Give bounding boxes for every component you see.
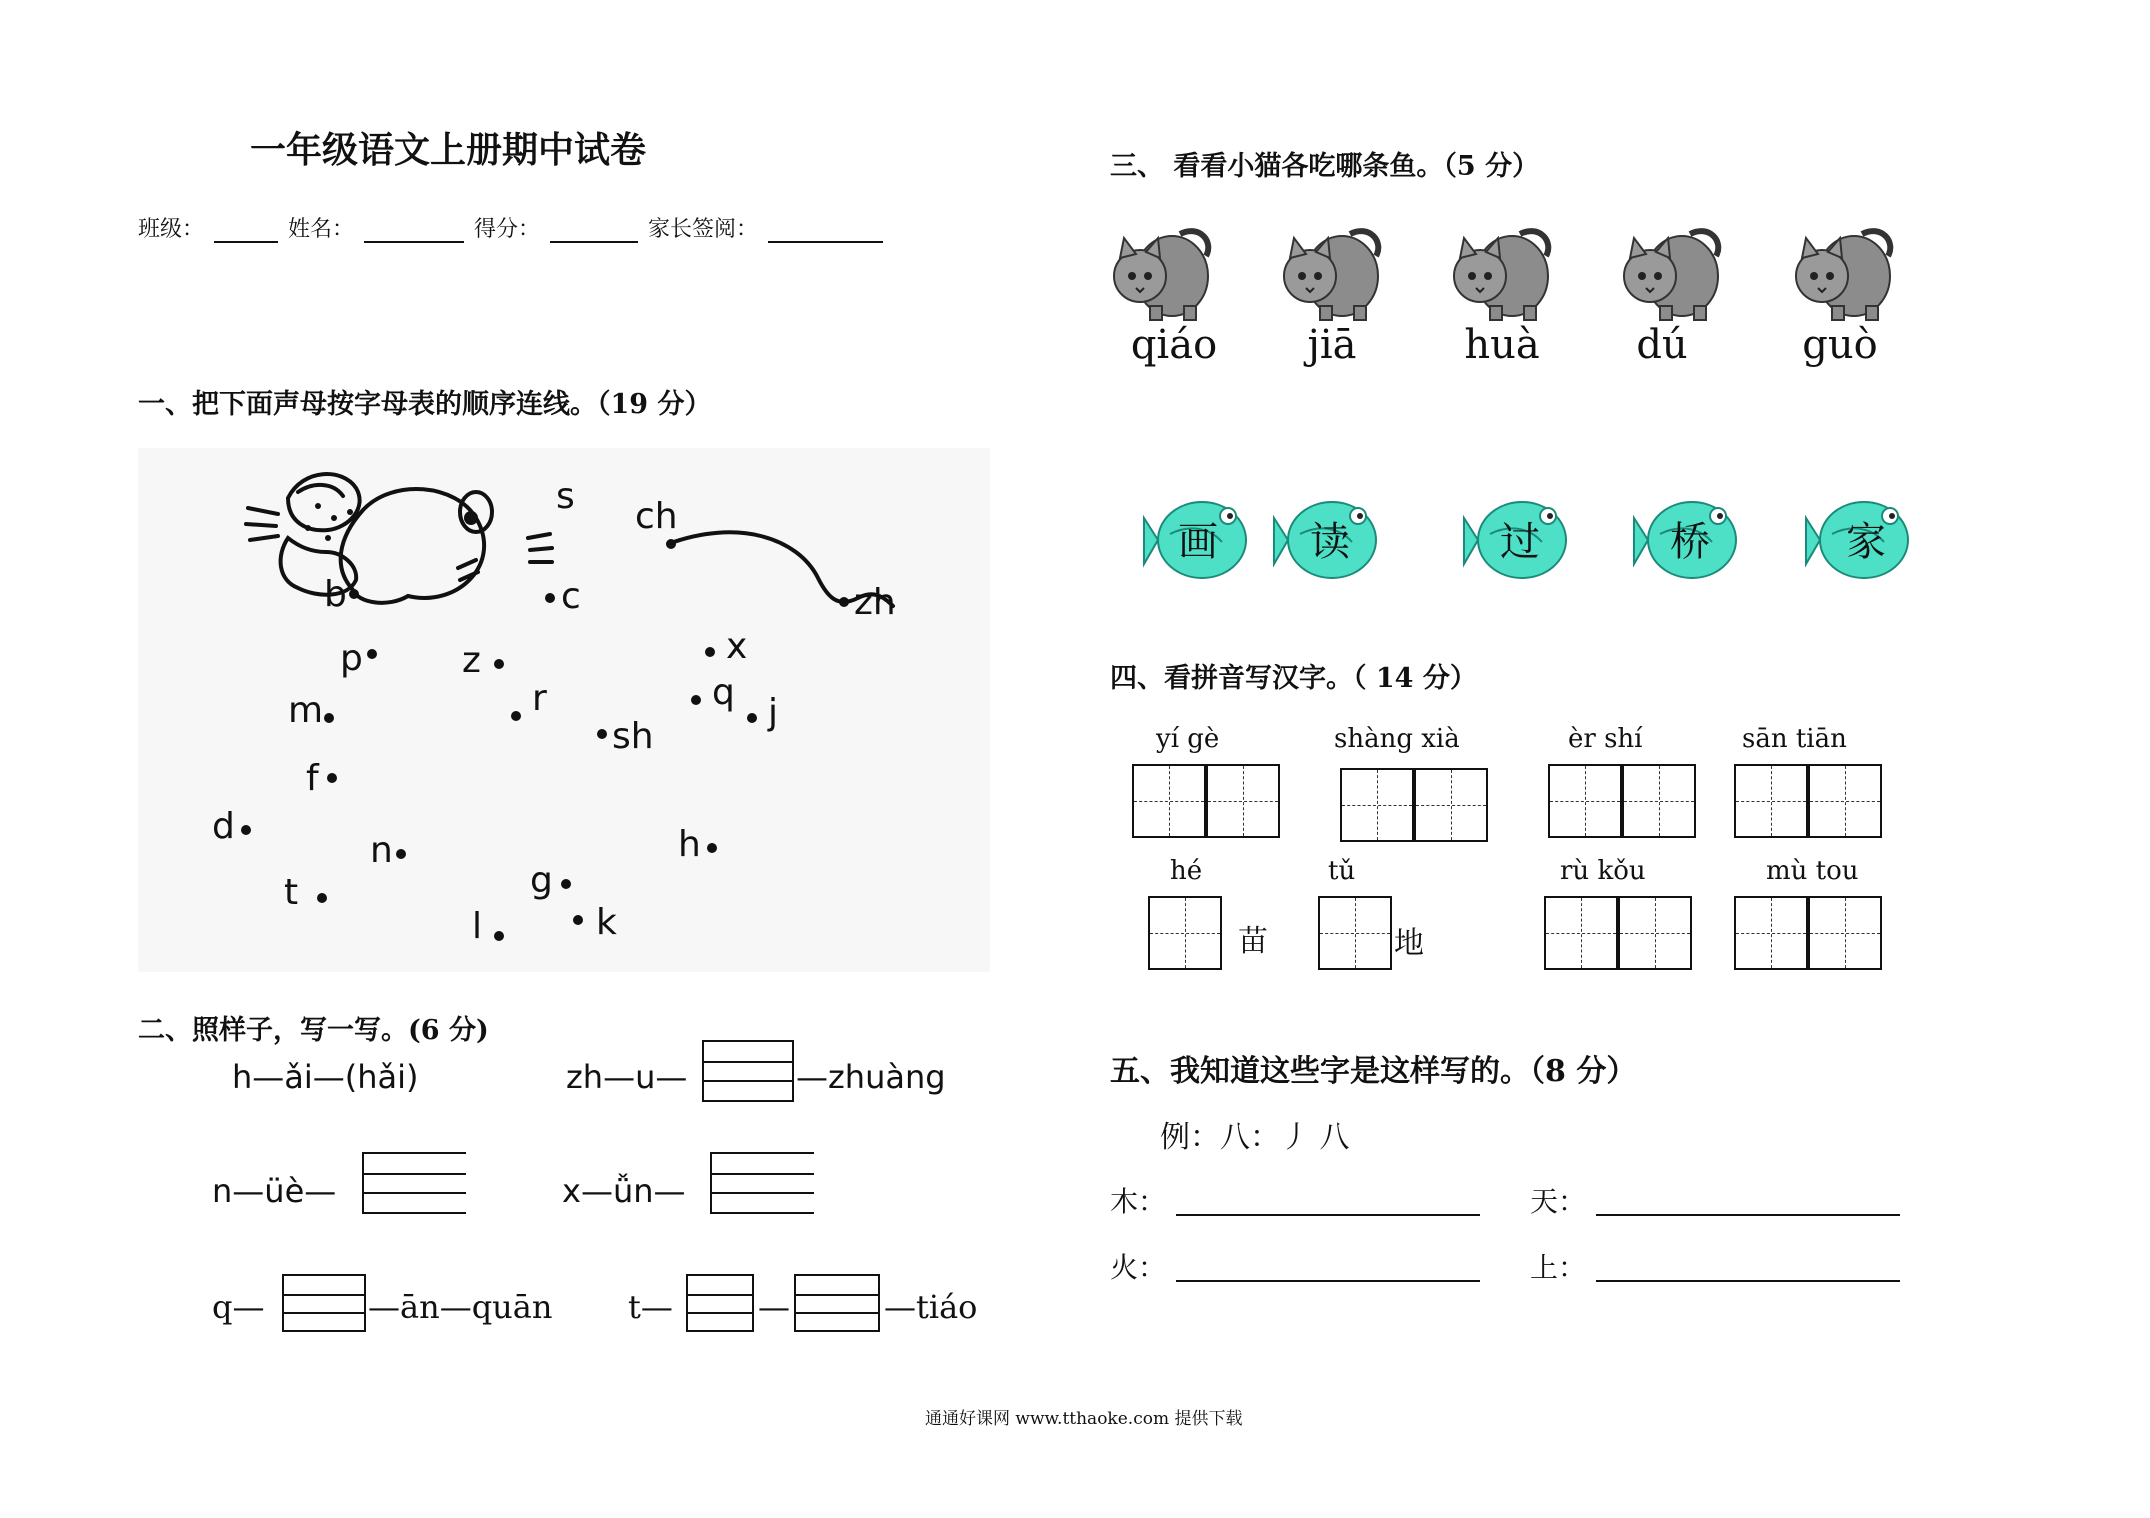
dot-to-dot-picture (138, 448, 990, 972)
character-grid[interactable] (1148, 896, 1222, 970)
stroke-example: 例：八：丿 八 (1160, 1120, 1350, 1155)
footer-source: 通通好课网 www.tthaoke.com 提供下载 (925, 1409, 1243, 1429)
section1-heading: 一、把下面声母按字母表的顺序连线。（19 分） (138, 389, 712, 420)
pinyin-prompt: èr shí (1568, 724, 1643, 754)
cat-icon (1114, 231, 1208, 320)
letter-c: c (561, 576, 581, 617)
letter-b: b (324, 574, 347, 615)
character-grid[interactable] (1734, 764, 1808, 838)
parent-sign-label: 家长签阅： (648, 217, 759, 242)
fish-character: 画 (1178, 519, 1218, 565)
pinyin-prompt: yí gè (1156, 724, 1220, 754)
stroke-item-label: 火： (1110, 1251, 1167, 1284)
stroke-answer-line[interactable] (1176, 1184, 1480, 1216)
score-label: 得分： (474, 217, 541, 242)
letter-r: r (532, 678, 547, 719)
fish-character: 桥 (1670, 519, 1710, 565)
character-grid[interactable] (1622, 764, 1696, 838)
letter-h: h (678, 824, 701, 865)
pinyin-prompt: hé (1170, 856, 1203, 886)
section5-heading: 五、我知道这些字是这样写的。（8 分） (1110, 1054, 1637, 1089)
stroke-item-label: 天： (1530, 1185, 1587, 1218)
stroke-answer-line[interactable] (1596, 1184, 1900, 1216)
character-grid[interactable] (1618, 896, 1692, 970)
row4-suffix: —ān—quān (368, 1288, 553, 1326)
letter-ch: ch (635, 496, 678, 537)
row5-mid: — (758, 1288, 790, 1326)
section4-heading: 四、看拼音写汉字。（ 14 分） (1110, 663, 1477, 694)
cat-label: jiā (1307, 322, 1357, 368)
pinyin-prompt: tǔ (1328, 856, 1356, 886)
letter-x: x (726, 626, 748, 667)
character-grid[interactable] (1808, 896, 1882, 970)
character-grid[interactable] (1414, 768, 1488, 842)
row5-suffix: —tiáo (884, 1288, 978, 1326)
row1-prefix: zh—u— (566, 1058, 688, 1096)
fish-character: 过 (1500, 519, 1540, 565)
stroke-item-label: 上： (1530, 1251, 1587, 1284)
letter-s: s (556, 476, 575, 517)
parent-sign-blank (768, 217, 883, 243)
pinyin-answer-box[interactable] (710, 1152, 814, 1214)
row4-prefix: q— (212, 1288, 265, 1326)
letter-t: t (284, 872, 299, 913)
pinyin-prompt: rù kǒu (1560, 856, 1646, 886)
row5-prefix: t— (628, 1288, 673, 1326)
section2-heading: 二、照样子，写一写。(6 分) (138, 1015, 489, 1046)
name-label: 姓名： (288, 217, 355, 242)
pinyin-answer-box[interactable] (686, 1274, 754, 1332)
cat-label: qiáo (1130, 322, 1218, 368)
letter-j: j (768, 692, 779, 733)
pinyin-answer-box[interactable] (794, 1274, 880, 1332)
character-grid[interactable] (1318, 896, 1392, 970)
cat-label: guò (1802, 322, 1878, 368)
given-character: 苗 (1238, 924, 1268, 959)
character-grid[interactable] (1808, 764, 1882, 838)
cat-icon (1796, 231, 1890, 320)
pinyin-prompt: mù tou (1766, 856, 1859, 886)
letter-g: g (530, 860, 553, 901)
class-label: 班级： (138, 217, 205, 242)
pinyin-answer-box[interactable] (362, 1152, 466, 1214)
page-title: 一年级语文上册期中试卷 (250, 130, 647, 171)
letter-l: l (472, 906, 483, 947)
cat-label: dú (1636, 322, 1688, 368)
stroke-answer-line[interactable] (1176, 1250, 1480, 1282)
letter-m: m (288, 690, 324, 731)
row2-prefix: n—üè— (212, 1172, 337, 1210)
pinyin-prompt: sān tiān (1742, 724, 1847, 754)
character-grid[interactable] (1734, 896, 1808, 970)
fish-character: 读 (1310, 519, 1350, 565)
letter-zh: zh (854, 582, 896, 623)
student-info (138, 212, 883, 243)
row3-prefix: x—ǚn— (562, 1172, 686, 1210)
pinyin-prompt: shàng xià (1334, 724, 1460, 754)
letter-sh: sh (612, 716, 654, 757)
character-grid[interactable] (1206, 764, 1280, 838)
name-blank (364, 217, 464, 243)
cat-icon (1624, 231, 1718, 320)
section3-heading: 三、 看看小猫各吃哪条鱼。（5 分） (1110, 151, 1540, 182)
pinyin-answer-box[interactable] (702, 1040, 794, 1102)
cat-label: huà (1464, 322, 1540, 368)
class-blank (214, 217, 278, 243)
mouse-outline-drawing (138, 448, 990, 972)
stroke-answer-line[interactable] (1596, 1250, 1900, 1282)
row1-suffix: —zhuàng (796, 1058, 946, 1096)
character-grid[interactable] (1548, 764, 1622, 838)
stroke-item-label: 木： (1110, 1185, 1167, 1218)
letter-k: k (596, 902, 617, 943)
cat-icon (1454, 231, 1548, 320)
letter-n: n (370, 830, 393, 871)
character-grid[interactable] (1340, 768, 1414, 842)
letter-q: q (712, 672, 735, 713)
character-grid[interactable] (1132, 764, 1206, 838)
letter-z: z (462, 640, 481, 681)
fish-character: 家 (1846, 519, 1886, 565)
example-spelling: h—ǎi—(hǎi) (232, 1058, 419, 1096)
character-grid[interactable] (1544, 896, 1618, 970)
letter-p: p (340, 638, 363, 679)
score-blank (550, 217, 638, 243)
letter-d: d (212, 806, 235, 847)
letter-f: f (306, 758, 319, 799)
pinyin-answer-box[interactable] (282, 1274, 366, 1332)
cat-icon (1284, 231, 1378, 320)
given-character: 地 (1394, 926, 1424, 961)
